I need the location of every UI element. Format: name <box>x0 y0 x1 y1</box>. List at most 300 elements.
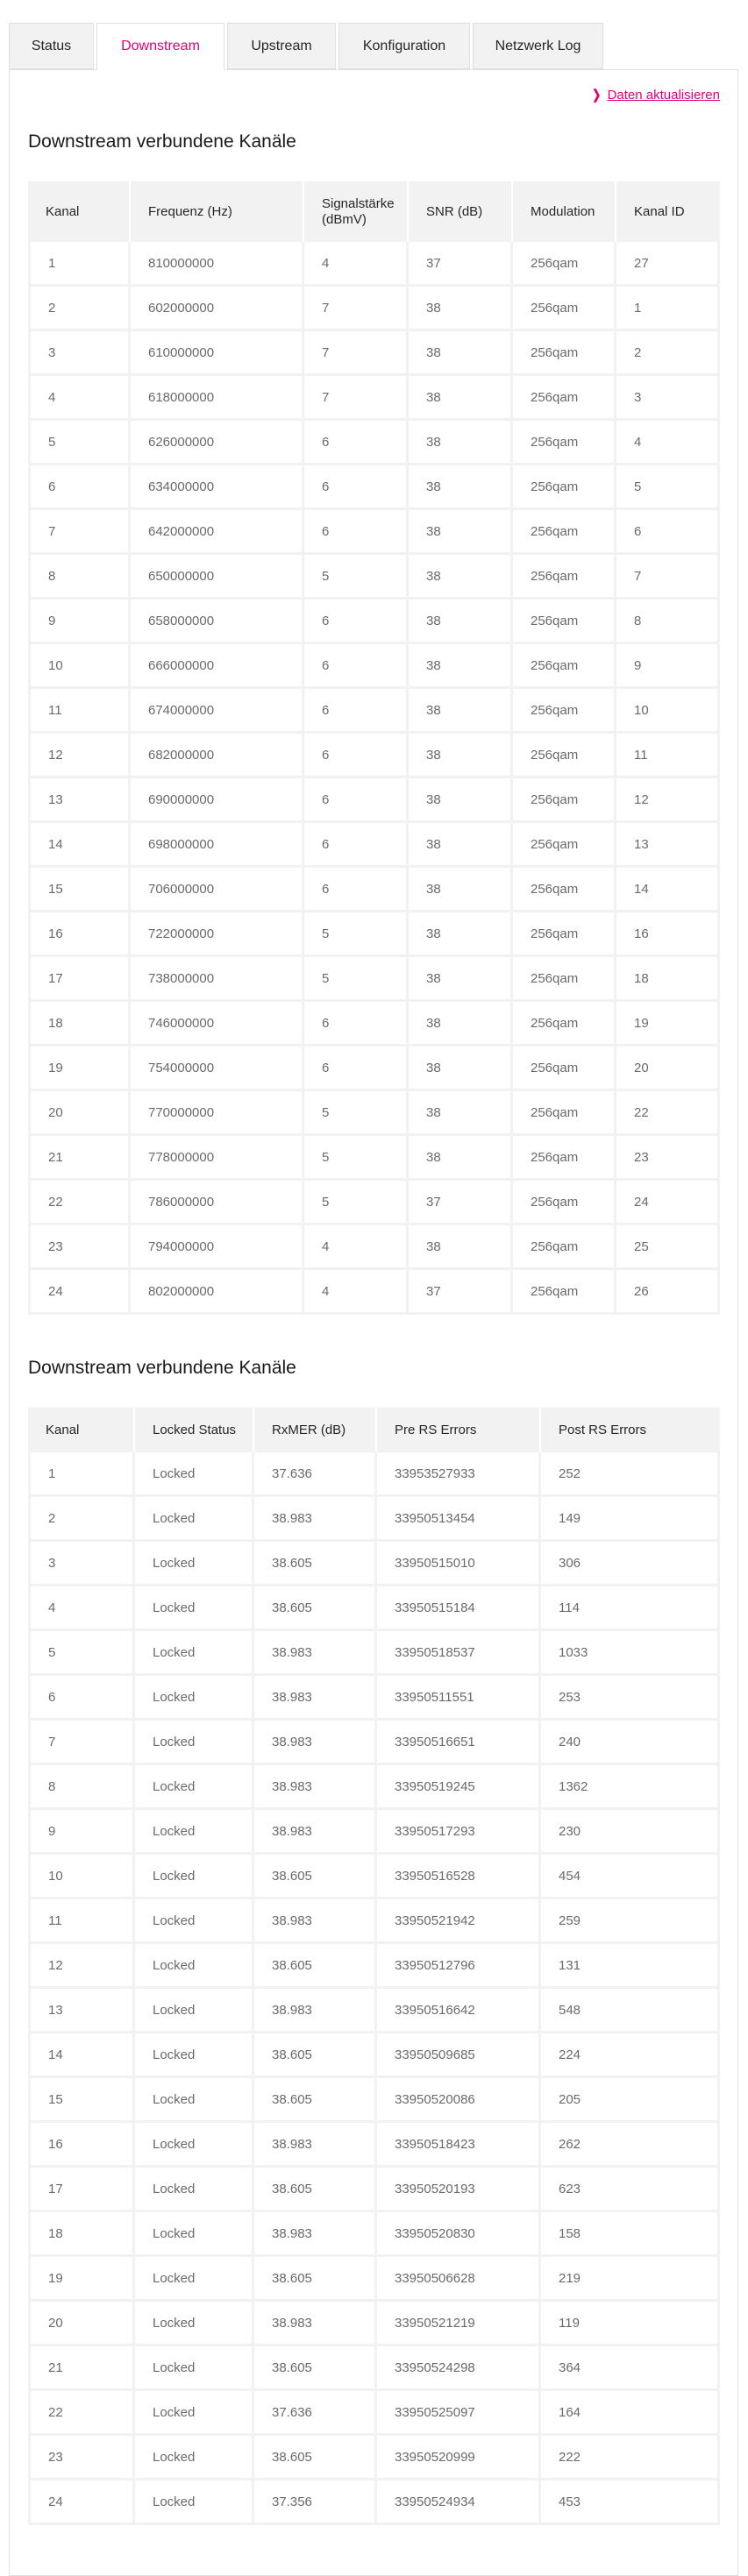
table-cell: Locked <box>135 1899 254 1944</box>
table-cell: 256qam <box>513 1181 616 1225</box>
table-cell: 23 <box>616 1136 720 1181</box>
table-cell: Locked <box>135 1721 254 1765</box>
table-cell: 38.983 <box>254 2302 377 2346</box>
table-cell: 256qam <box>513 287 616 331</box>
table-cell: 256qam <box>513 465 616 510</box>
table-cell: Locked <box>135 1944 254 1989</box>
table-cell: 38 <box>409 1047 513 1091</box>
table-cell: 674000000 <box>131 689 304 734</box>
table-cell: 650000000 <box>131 555 304 600</box>
table-cell: 6 <box>304 421 409 465</box>
table-cell: 38.983 <box>254 1810 377 1855</box>
table-row <box>28 2033 720 2078</box>
table-cell: 754000000 <box>131 1047 304 1091</box>
table-cell: 5 <box>28 1631 135 1676</box>
table-cell: 23 <box>28 2436 135 2480</box>
table-cell: 33950515184 <box>377 1586 541 1631</box>
table-row <box>28 1676 720 1721</box>
table-row <box>28 2123 720 2168</box>
table-row <box>28 242 720 287</box>
table-cell: 256qam <box>513 331 616 376</box>
table-cell: 19 <box>28 1047 131 1091</box>
column-header: Signalstärke (dBmV) <box>304 181 409 242</box>
table-cell: 253 <box>541 1676 720 1721</box>
table-row <box>28 2257 720 2302</box>
table-row <box>28 465 720 510</box>
table-row <box>28 1047 720 1091</box>
table-cell: 33950511551 <box>377 1676 541 1721</box>
table-cell: 21 <box>28 1136 131 1181</box>
table-row <box>28 1542 720 1586</box>
downstream-errors-table <box>28 1408 720 2525</box>
table-row <box>28 1989 720 2033</box>
table-cell: 33950516642 <box>377 1989 541 2033</box>
table-cell: 3 <box>28 1542 135 1586</box>
table-cell: 38 <box>409 689 513 734</box>
table-row <box>28 868 720 912</box>
table-cell: 722000000 <box>131 912 304 957</box>
table-row <box>28 1497 720 1542</box>
table-cell: 11 <box>28 1899 135 1944</box>
table-row <box>28 644 720 689</box>
table-cell: 33950513454 <box>377 1497 541 1542</box>
table-cell: 19 <box>28 2257 135 2302</box>
table-cell: 252 <box>541 1452 720 1497</box>
table-cell: 634000000 <box>131 465 304 510</box>
table-cell: 37 <box>409 242 513 287</box>
table-cell: 16 <box>28 912 131 957</box>
table-row <box>28 376 720 421</box>
table-cell: 33950516528 <box>377 1855 541 1899</box>
table-cell: 24 <box>28 1270 131 1315</box>
table-cell: 9 <box>28 1810 135 1855</box>
table-row <box>28 2078 720 2123</box>
table-cell: Locked <box>135 1765 254 1810</box>
table-cell: 453 <box>541 2480 720 2525</box>
table-cell: 38.605 <box>254 2078 377 2123</box>
table-cell: 38.605 <box>254 1944 377 1989</box>
table-cell: 810000000 <box>131 242 304 287</box>
table-cell: 623 <box>541 2168 720 2212</box>
table-cell: 548 <box>541 1989 720 2033</box>
table-cell: 38.605 <box>254 2346 377 2391</box>
table-cell: 256qam <box>513 510 616 555</box>
chevron-right-icon: ❯ <box>592 88 602 103</box>
table-cell: 38.605 <box>254 1542 377 1586</box>
table-cell: 149 <box>541 1497 720 1542</box>
table-cell: 33953527933 <box>377 1452 541 1497</box>
table-cell: 20 <box>28 1091 131 1136</box>
table-cell: Locked <box>135 2480 254 2525</box>
table-cell: 219 <box>541 2257 720 2302</box>
table-cell: 706000000 <box>131 868 304 912</box>
table-cell: 16 <box>616 912 720 957</box>
table-cell: 18 <box>28 1002 131 1047</box>
table-cell: 658000000 <box>131 600 304 644</box>
table-cell: 4 <box>616 421 720 465</box>
table-cell: 33950520830 <box>377 2212 541 2257</box>
table-cell: 38.983 <box>254 1899 377 1944</box>
table-cell: 18 <box>28 2212 135 2257</box>
table-row <box>28 2436 720 2480</box>
table-row <box>28 1944 720 1989</box>
table-cell: 8 <box>28 555 131 600</box>
table-row <box>28 331 720 376</box>
table-row <box>28 555 720 600</box>
table-cell: 33950516651 <box>377 1721 541 1765</box>
table-cell: 33950518423 <box>377 2123 541 2168</box>
table-cell: 38 <box>409 644 513 689</box>
table-cell: 33950506628 <box>377 2257 541 2302</box>
table-cell: 38.983 <box>254 1497 377 1542</box>
table-row <box>28 1452 720 1497</box>
column-header: Locked Status <box>135 1408 254 1452</box>
table-row <box>28 778 720 823</box>
table-cell: 10 <box>28 644 131 689</box>
table-cell: 6 <box>616 510 720 555</box>
table-cell: 6 <box>304 689 409 734</box>
table-cell: 13 <box>28 778 131 823</box>
table-cell: 256qam <box>513 734 616 778</box>
table-row <box>28 1270 720 1315</box>
table-cell: 1 <box>28 242 131 287</box>
section-title-downstream-channels: Downstream verbundene Kanäle <box>28 131 296 152</box>
tab-downstream[interactable]: Downstream <box>96 23 224 70</box>
column-header: Frequenz (Hz) <box>131 181 304 242</box>
table-cell: 38.605 <box>254 2033 377 2078</box>
table-cell: 666000000 <box>131 644 304 689</box>
table-cell: 1 <box>616 287 720 331</box>
table-cell: 164 <box>541 2391 720 2436</box>
table-row <box>28 600 720 644</box>
table-row <box>28 1631 720 1676</box>
table-cell: Locked <box>135 1497 254 1542</box>
table-cell: 256qam <box>513 1047 616 1091</box>
table-cell: Locked <box>135 1989 254 2033</box>
table-cell: 38.983 <box>254 1676 377 1721</box>
table-cell: 38 <box>409 555 513 600</box>
table-cell: Locked <box>135 2123 254 2168</box>
table-row <box>28 823 720 868</box>
table-row <box>28 1765 720 1810</box>
table-row <box>28 957 720 1002</box>
table-row <box>28 1002 720 1047</box>
table-row <box>28 1136 720 1181</box>
table-cell: 33950520999 <box>377 2436 541 2480</box>
column-header: SNR (dB) <box>409 181 513 242</box>
table-cell: 6 <box>304 600 409 644</box>
table-cell: 7 <box>304 331 409 376</box>
table-row <box>28 1586 720 1631</box>
table-cell: 37 <box>409 1181 513 1225</box>
table-cell: 786000000 <box>131 1181 304 1225</box>
column-header: Pre RS Errors <box>377 1408 541 1452</box>
table-cell: 4 <box>304 1270 409 1315</box>
table-cell: 222 <box>541 2436 720 2480</box>
table-cell: 33950520193 <box>377 2168 541 2212</box>
column-header: RxMER (dB) <box>254 1408 377 1452</box>
table-row <box>28 2346 720 2391</box>
table-cell: Locked <box>135 1676 254 1721</box>
table-cell: 38 <box>409 287 513 331</box>
table-cell: 14 <box>28 823 131 868</box>
table-cell: 1362 <box>541 1765 720 1810</box>
table-cell: 698000000 <box>131 823 304 868</box>
table-cell: Locked <box>135 2033 254 2078</box>
table-cell: 33950521219 <box>377 2302 541 2346</box>
table-cell: 364 <box>541 2346 720 2391</box>
table-cell: 38 <box>409 1091 513 1136</box>
table-row <box>28 2212 720 2257</box>
table-cell: 15 <box>28 2078 135 2123</box>
table-cell: 11 <box>616 734 720 778</box>
table-cell: 256qam <box>513 1136 616 1181</box>
table-cell: 6 <box>304 868 409 912</box>
downstream-channels-table <box>28 181 720 1315</box>
table-cell: 8 <box>28 1765 135 1810</box>
table-cell: 4 <box>304 1225 409 1270</box>
table-cell: 770000000 <box>131 1091 304 1136</box>
table-cell: 240 <box>541 1721 720 1765</box>
table-cell: 5 <box>28 421 131 465</box>
column-header: Kanal <box>28 181 131 242</box>
table-cell: 2 <box>28 1497 135 1542</box>
table-cell: 16 <box>28 2123 135 2168</box>
table-cell: 38.983 <box>254 1631 377 1676</box>
table-cell: 13 <box>28 1989 135 2033</box>
table-cell: 12 <box>616 778 720 823</box>
column-header: Kanal <box>28 1408 135 1452</box>
table-cell: 602000000 <box>131 287 304 331</box>
table-cell: 37 <box>409 1270 513 1315</box>
table-cell: 20 <box>28 2302 135 2346</box>
table-cell: 38 <box>409 465 513 510</box>
table-cell: 37.636 <box>254 1452 377 1497</box>
refresh-link-label[interactable]: Daten aktualisieren <box>607 87 720 103</box>
table-cell: 23 <box>28 1225 131 1270</box>
table-cell: 38 <box>409 376 513 421</box>
table-cell: 38.983 <box>254 1721 377 1765</box>
table-cell: 38.983 <box>254 2123 377 2168</box>
table-cell: 794000000 <box>131 1225 304 1270</box>
table-cell: 21 <box>28 2346 135 2391</box>
table-cell: 38.605 <box>254 2168 377 2212</box>
table-cell: 38 <box>409 778 513 823</box>
tab-status[interactable]: Status <box>9 23 94 69</box>
table-row <box>28 1810 720 1855</box>
table-cell: 33950524934 <box>377 2480 541 2525</box>
table-cell: Locked <box>135 1810 254 1855</box>
table-cell: 256qam <box>513 1270 616 1315</box>
table-cell: 5 <box>616 465 720 510</box>
tab-upstream[interactable]: Upstream <box>227 23 336 69</box>
table-cell: 38 <box>409 912 513 957</box>
table-cell: 256qam <box>513 912 616 957</box>
table-cell: 7 <box>28 1721 135 1765</box>
table-cell: 33950517293 <box>377 1810 541 1855</box>
table-cell: 7 <box>28 510 131 555</box>
table-cell: 256qam <box>513 644 616 689</box>
table-cell: 256qam <box>513 689 616 734</box>
table-cell: 690000000 <box>131 778 304 823</box>
table-cell: 7 <box>304 287 409 331</box>
table-cell: 26 <box>616 1270 720 1315</box>
table-row <box>28 2391 720 2436</box>
table-cell: 256qam <box>513 242 616 287</box>
table-cell: 38.605 <box>254 1855 377 1899</box>
table-cell: Locked <box>135 2168 254 2212</box>
table-row <box>28 912 720 957</box>
column-header: Modulation <box>513 181 616 242</box>
table-cell: Locked <box>135 1452 254 1497</box>
table-cell: 9 <box>616 644 720 689</box>
table-cell: 642000000 <box>131 510 304 555</box>
table-cell: 7 <box>304 376 409 421</box>
table-cell: 24 <box>28 2480 135 2525</box>
table-cell: Locked <box>135 1586 254 1631</box>
table-row <box>28 2168 720 2212</box>
table-cell: 6 <box>304 644 409 689</box>
table-row <box>28 2302 720 2346</box>
table-cell: 306 <box>541 1542 720 1586</box>
table-cell: 6 <box>304 465 409 510</box>
table-cell: 38 <box>409 1225 513 1270</box>
refresh-link[interactable] <box>591 87 720 103</box>
table-cell: 33950515010 <box>377 1542 541 1586</box>
table-cell: Locked <box>135 2391 254 2436</box>
table-cell: 14 <box>28 2033 135 2078</box>
table-cell: 256qam <box>513 421 616 465</box>
table-cell: 38 <box>409 1136 513 1181</box>
table-cell: 3 <box>616 376 720 421</box>
table-cell: 626000000 <box>131 421 304 465</box>
table-cell: 256qam <box>513 823 616 868</box>
table-cell: 6 <box>28 1676 135 1721</box>
table-cell: 38 <box>409 600 513 644</box>
table-cell: 2 <box>616 331 720 376</box>
table-cell: 10 <box>28 1855 135 1899</box>
tab-netzwerk-log[interactable]: Netzwerk Log <box>473 23 603 69</box>
table-header-row <box>28 181 720 242</box>
table-cell: 38 <box>409 421 513 465</box>
table-cell: 256qam <box>513 868 616 912</box>
table-cell: 38 <box>409 734 513 778</box>
table-cell: 256qam <box>513 555 616 600</box>
table-cell: Locked <box>135 2257 254 2302</box>
table-cell: 5 <box>304 1136 409 1181</box>
table-cell: 17 <box>28 957 131 1002</box>
table-cell: 38 <box>409 823 513 868</box>
table-cell: Locked <box>135 1631 254 1676</box>
table-cell: 33950524298 <box>377 2346 541 2391</box>
table-cell: 618000000 <box>131 376 304 421</box>
table-cell: Locked <box>135 2212 254 2257</box>
table-cell: 38.983 <box>254 1765 377 1810</box>
table-cell: 262 <box>541 2123 720 2168</box>
table-cell: 38.605 <box>254 2436 377 2480</box>
table-cell: Locked <box>135 1855 254 1899</box>
tab-bar <box>9 23 606 70</box>
table-cell: 6 <box>304 778 409 823</box>
table-cell: 6 <box>304 823 409 868</box>
table-cell: 25 <box>616 1225 720 1270</box>
table-cell: 230 <box>541 1810 720 1855</box>
table-cell: 6 <box>304 1002 409 1047</box>
table-cell: 8 <box>616 600 720 644</box>
table-cell: 38 <box>409 510 513 555</box>
table-row <box>28 1225 720 1270</box>
table-cell: 5 <box>304 555 409 600</box>
table-cell: 256qam <box>513 957 616 1002</box>
table-row <box>28 1181 720 1225</box>
table-cell: 6 <box>28 465 131 510</box>
table-cell: 12 <box>28 734 131 778</box>
table-cell: 3 <box>28 331 131 376</box>
table-cell: 33950519245 <box>377 1765 541 1810</box>
table-cell: 5 <box>304 1181 409 1225</box>
table-row <box>28 689 720 734</box>
table-cell: 610000000 <box>131 331 304 376</box>
table-cell: 256qam <box>513 1002 616 1047</box>
table-cell: 738000000 <box>131 957 304 1002</box>
table-cell: 17 <box>28 2168 135 2212</box>
table-cell: 2 <box>28 287 131 331</box>
table-cell: 38 <box>409 1002 513 1047</box>
tab-konfiguration[interactable]: Konfiguration <box>338 23 470 69</box>
table-cell: 33950509685 <box>377 2033 541 2078</box>
table-row <box>28 510 720 555</box>
table-cell: 6 <box>304 734 409 778</box>
table-cell: 11 <box>28 689 131 734</box>
table-row <box>28 421 720 465</box>
table-cell: 10 <box>616 689 720 734</box>
table-row <box>28 1091 720 1136</box>
table-cell: 682000000 <box>131 734 304 778</box>
table-cell: Locked <box>135 2436 254 2480</box>
table-cell: 19 <box>616 1002 720 1047</box>
table-cell: 205 <box>541 2078 720 2123</box>
table-cell: 33950521942 <box>377 1899 541 1944</box>
table-header-row <box>28 1408 720 1452</box>
table-cell: 33950518537 <box>377 1631 541 1676</box>
table-cell: 114 <box>541 1586 720 1631</box>
table-cell: 33950520086 <box>377 2078 541 2123</box>
table-cell: 6 <box>304 1047 409 1091</box>
table-cell: 24 <box>616 1181 720 1225</box>
table-cell: 27 <box>616 242 720 287</box>
table-cell: 256qam <box>513 600 616 644</box>
table-cell: 224 <box>541 2033 720 2078</box>
table-cell: 5 <box>304 1091 409 1136</box>
column-header: Kanal ID <box>616 181 720 242</box>
table-cell: 119 <box>541 2302 720 2346</box>
table-cell: 4 <box>28 376 131 421</box>
table-cell: 259 <box>541 1899 720 1944</box>
table-cell: 802000000 <box>131 1270 304 1315</box>
section-title-downstream-errors: Downstream verbundene Kanäle <box>28 1358 296 1378</box>
table-cell: 1033 <box>541 1631 720 1676</box>
table-cell: 454 <box>541 1855 720 1899</box>
table-cell: 38.983 <box>254 1989 377 2033</box>
table-row <box>28 734 720 778</box>
table-row <box>28 287 720 331</box>
table-cell: Locked <box>135 2346 254 2391</box>
table-cell: 1 <box>28 1452 135 1497</box>
table-cell: 7 <box>616 555 720 600</box>
table-cell: 5 <box>304 957 409 1002</box>
table-cell: 9 <box>28 600 131 644</box>
table-cell: 22 <box>28 2391 135 2436</box>
